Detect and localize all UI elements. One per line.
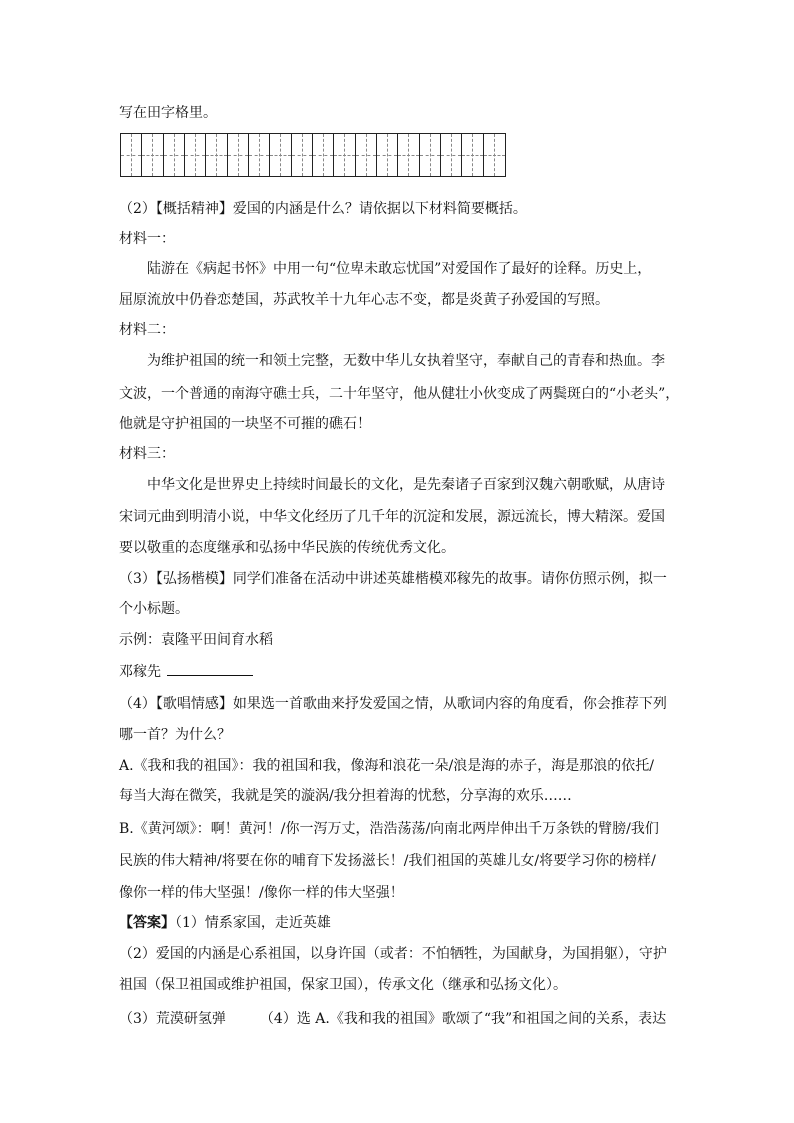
material2-line: 文波，一个普通的南海守礁士兵，二十年坚守，他从健壮小伙变成了两鬓斑白的“小老头”， — [119, 386, 680, 402]
q3-prompt-cont: 个小标题。 — [119, 601, 189, 617]
intro-text: 写在田字格里。 — [119, 105, 217, 121]
material2-line: 为维护祖国的统一和领土完整，无数中华儿女执着坚守，奉献自己的青春和热血。李 — [147, 353, 665, 369]
q3-answer-line — [119, 661, 253, 682]
answer-a3-a4-line — [119, 1009, 666, 1029]
grid-cell — [249, 134, 270, 176]
material3-label: 材料三： — [119, 446, 175, 462]
q4-option-b-cont: 像你一样的伟大坚强！/像你一样的伟大坚强！ — [119, 885, 404, 901]
q2-prompt: （2）【概括精神】爱国的内涵是什么？请依据以下材料简要概括。 — [119, 201, 527, 217]
material3-line: 宋词元曲到明清小说，中华文化经历了几千年的沉淀和发展，源远流长，博大精深。爱国 — [119, 509, 665, 525]
answer-a1-line — [119, 913, 331, 933]
grid-cell — [270, 134, 291, 176]
grid-cell — [356, 134, 377, 176]
material1-line: 屈原流放中仍眷恋楚国，苏武牧羊十九年心志不变，都是炎黄子孙爱国的写照。 — [119, 292, 609, 308]
answer-label: 【答案】 — [119, 915, 175, 931]
answer-a2: （2）爱国的内涵是心系祖国，以身许国（或者：不怕牺牲，为国献身，为国捐躯），守护 — [119, 946, 667, 962]
tianzige-grid — [120, 133, 506, 177]
material2-label: 材料二： — [119, 322, 175, 338]
q4-option-b-cont: 民族的伟大精神/将要在你的哺育下发扬滋长！/我们祖国的英雄儿女/将要学习你的榜样/ — [119, 853, 656, 869]
grid-cell — [292, 134, 313, 176]
grid-cell — [164, 134, 185, 176]
material1-line: 陆游在《病起书怀》中用一句“位卑未敢忘忧国”对爱国作了最好的诠释。历史上， — [147, 261, 652, 277]
grid-cell — [377, 134, 398, 176]
material1-label: 材料一： — [119, 231, 175, 247]
grid-cell — [228, 134, 249, 176]
answer-a3: （3）荒漠研氢弹 — [119, 1011, 226, 1027]
material3-line: 中华文化是世界史上持续时间最长的文化，是先秦诸子百家到汉魏六朝歌赋，从唐诗 — [147, 477, 665, 493]
grid-cell — [441, 134, 462, 176]
grid-cell — [334, 134, 355, 176]
q3-answer-prefix: 邓稼先 — [119, 664, 161, 680]
grid-cell — [398, 134, 419, 176]
q4-prompt-cont: 哪一首？为什么？ — [119, 727, 231, 743]
q3-prompt: （3）【弘扬楷模】同学们准备在活动中讲述英雄楷模邓稼先的故事。请你仿照示例，拟一 — [119, 571, 667, 587]
grid-cell — [484, 134, 505, 176]
grid-cell — [420, 134, 441, 176]
q3-example: 示例：袁隆平田间育水稻 — [119, 632, 273, 648]
grid-cell — [313, 134, 334, 176]
grid-cell — [185, 134, 206, 176]
q4-option-b: B.《黄河颂》：啊！黄河！/你一泻万丈，浩浩荡荡/向南北两岸伸出千万条铁的臂膀/我们 — [119, 821, 659, 837]
material2-line: 他就是守护祖国的一块坚不可摧的礁石！ — [119, 416, 371, 432]
q4-option-a-cont: 每当大海在微笑，我就是笑的漩涡/我分担着海的忧愁，分享海的欢乐…… — [119, 788, 572, 804]
answer-a2-cont: 祖国（保卫祖国或维护祖国，保家卫国），传承文化（继承和弘扬文化）。 — [119, 977, 567, 993]
answer-a4: （4）选 A.《我和我的祖国》歌颂了“我”和祖国之间的关系，表达 — [259, 1011, 667, 1027]
answer-a1: （1）情系家国，走近英雄 — [175, 915, 331, 931]
q4-prompt: （4）【歌唱情感】如果选一首歌曲来抒发爱国之情，从歌词内容的角度看，你会推荐下列 — [119, 696, 667, 712]
grid-cell — [206, 134, 227, 176]
grid-cell — [142, 134, 163, 176]
grid-cell — [462, 134, 483, 176]
answer-blank[interactable] — [167, 661, 253, 676]
material3-line: 要以敬重的态度继承和弘扬中华民族的传统优秀文化。 — [119, 540, 455, 556]
grid-cell — [121, 134, 142, 176]
q4-option-a: A.《我和我的祖国》：我的祖国和我，像海和浪花一朵/浪是海的赤子，海是那浪的依托/ — [119, 758, 654, 774]
